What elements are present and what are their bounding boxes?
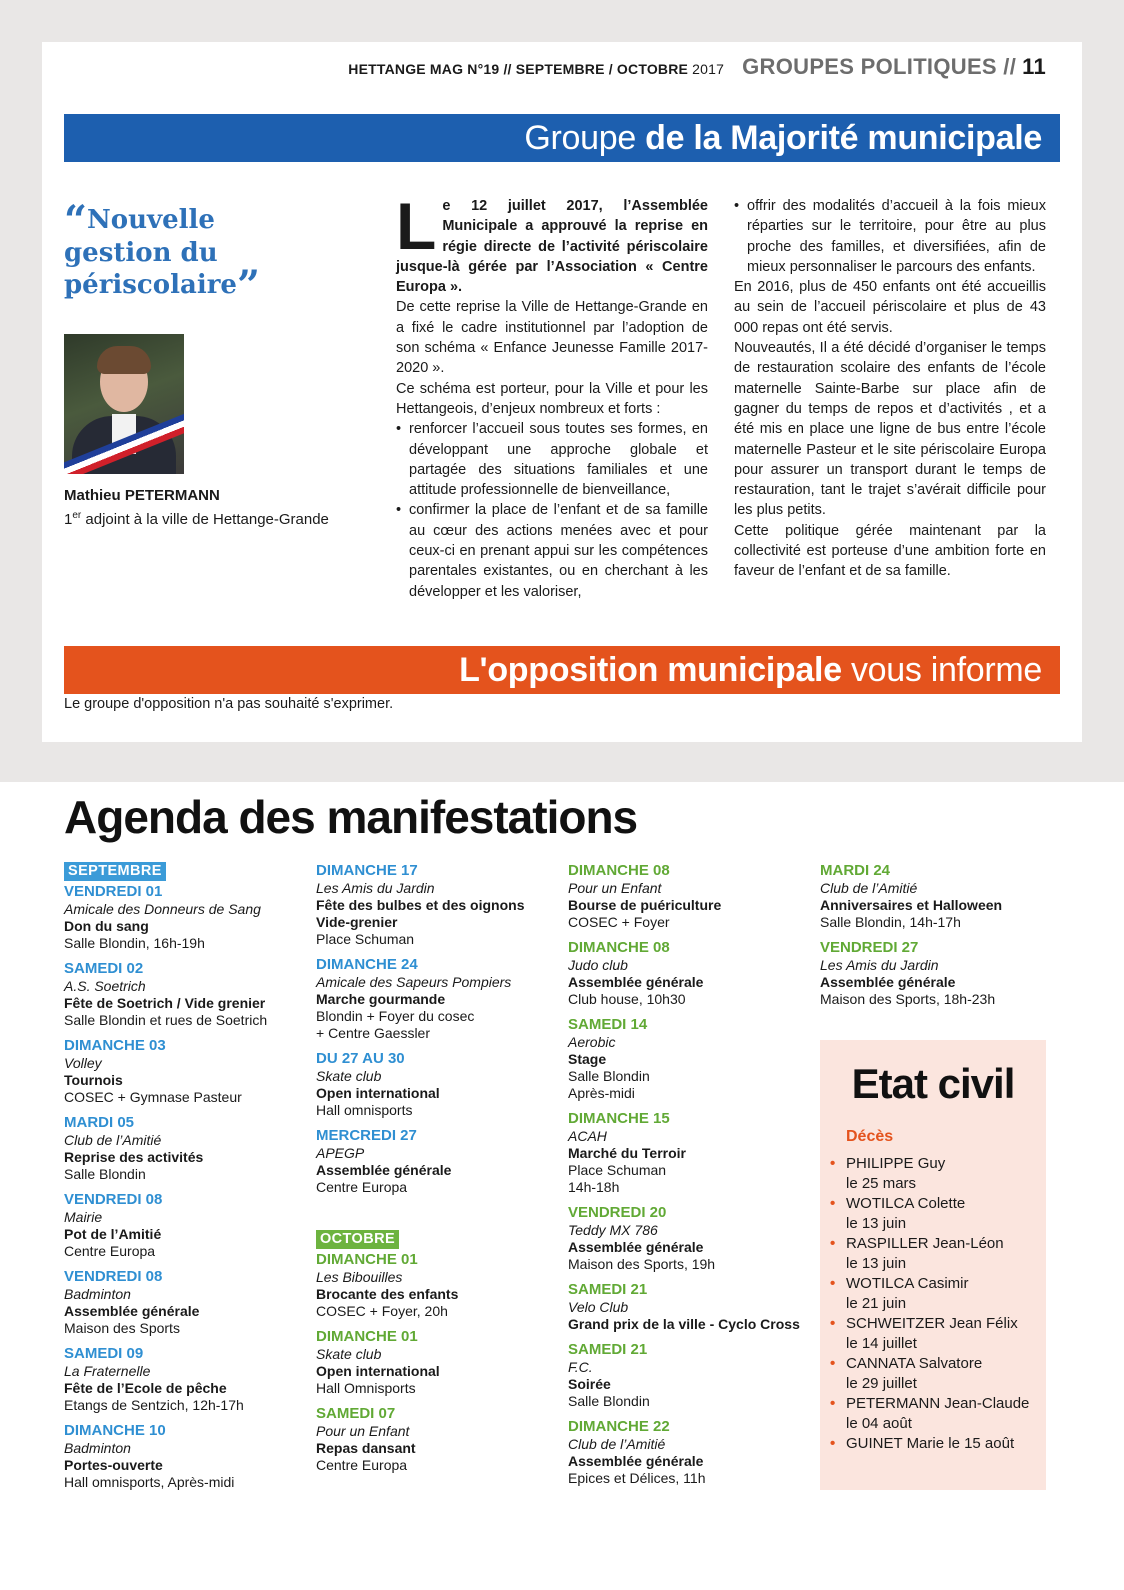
deces-date: le 13 juin — [846, 1214, 907, 1232]
agenda-event — [64, 1114, 304, 1183]
event-organizer: Les Amis du Jardin — [316, 880, 435, 896]
month-label-october: OCTOBRE — [316, 1230, 399, 1249]
event-title: Open international — [316, 1085, 440, 1101]
deces-date: le 13 juin — [846, 1254, 907, 1272]
event-organizer: ACAH — [568, 1128, 607, 1144]
section-tag — [742, 54, 1046, 80]
event-title: Fête de l’Ecole de pêche — [64, 1380, 227, 1396]
author-ordinal: 1 — [64, 511, 73, 528]
opposition-band — [64, 646, 1060, 694]
event-place: COSEC + Foyer — [568, 914, 670, 930]
quote-close-mark: ” — [236, 262, 260, 309]
author-caption — [64, 486, 329, 530]
event-title: Don du sang — [64, 918, 149, 934]
event-list — [64, 883, 304, 1491]
deces-entry — [830, 1154, 1046, 1193]
event-place: Epices et Délices, 11h — [568, 1470, 706, 1486]
etat-civil-title: Etat civil — [851, 1060, 1015, 1107]
deces-name: • PETERMANN Jean-Claude — [846, 1395, 1030, 1412]
agenda-event — [568, 1110, 808, 1196]
quote-open-mark: “ — [64, 197, 88, 244]
deces-entry — [830, 1434, 1046, 1454]
event-place: Blondin + Foyer du cosec — [316, 1008, 475, 1024]
event-organizer: Volley — [64, 1055, 102, 1071]
agenda-event — [568, 1341, 808, 1410]
author-role — [64, 506, 329, 530]
event-organizer: Pour un Enfant — [568, 880, 662, 896]
deces-subtitle: Décès — [846, 1128, 894, 1145]
event-title: Assemblée générale — [316, 1162, 452, 1178]
event-title: Stage — [568, 1051, 607, 1067]
magazine-year: 2017 — [692, 61, 725, 77]
event-date: DU 27 AU 30 — [316, 1050, 405, 1067]
event-title: Open international — [316, 1363, 440, 1379]
magazine-issue: HETTANGE MAG N°19 // SEPTEMBRE / OCTOBRE — [348, 61, 689, 77]
pull-quote — [64, 197, 304, 309]
agenda-event — [64, 1037, 304, 1106]
event-organizer: La Fraternelle — [64, 1363, 151, 1379]
event-place: Hall omnisports — [316, 1102, 413, 1118]
author-name: Mathieu PETERMANN — [64, 487, 220, 504]
event-place: Etangs de Sentzich, 12h-17h — [64, 1397, 244, 1413]
opposition-text: Le groupe d'opposition n'a pas souhaité s'exprimer. — [64, 696, 394, 712]
deces-name: • CANNATA Salvatore — [846, 1355, 983, 1372]
event-title: Assemblée générale — [820, 974, 956, 990]
event-list — [316, 862, 556, 1196]
event-organizer: Les Bibouilles — [316, 1269, 403, 1285]
magazine-info — [348, 61, 724, 77]
event-date: DIMANCHE 01 — [316, 1251, 418, 1268]
event-organizer: Pour un Enfant — [316, 1423, 410, 1439]
agenda-event — [316, 1050, 556, 1119]
event-place: Centre Europa — [64, 1243, 156, 1259]
agenda-event — [316, 862, 556, 948]
event-date: DIMANCHE 22 — [568, 1418, 670, 1435]
agenda-event — [568, 862, 808, 931]
article-column-1 — [396, 189, 708, 602]
agenda-event — [316, 1328, 556, 1397]
event-date: DIMANCHE 08 — [568, 939, 670, 956]
deces-name: • WOTILCA Casimir — [846, 1275, 969, 1292]
event-date: SAMEDI 02 — [64, 960, 144, 977]
event-organizer: A.S. Soetrich — [64, 978, 146, 994]
deces-date: le 04 août — [846, 1414, 912, 1432]
event-title: Tournois — [64, 1072, 123, 1088]
agenda-event — [316, 1251, 556, 1320]
event-date: VENDREDI 27 — [820, 939, 919, 956]
agenda-event — [568, 1204, 808, 1273]
deces-entry — [830, 1354, 1046, 1393]
quote-text: Nouvelle gestion du périscolaire — [64, 205, 237, 300]
deces-date: le 21 juin — [846, 1294, 907, 1312]
event-organizer: Judo club — [568, 957, 628, 973]
event-place: Salle Blondin — [64, 1166, 146, 1182]
event-place: Maison des Sports, 18h-23h — [820, 991, 996, 1007]
opposition-band-light: vous informe — [841, 651, 1042, 689]
event-place: Centre Europa — [316, 1457, 408, 1473]
event-date: DIMANCHE 03 — [64, 1037, 166, 1054]
event-date: MERCREDI 27 — [316, 1127, 417, 1144]
event-date: VENDREDI 01 — [64, 883, 163, 900]
agenda-event — [64, 1345, 304, 1414]
article-paragraph: Ce schéma est porteur, pour la Ville et pour les Hettangeois, d’enjeux nombreux et forts : — [396, 380, 708, 417]
event-date: DIMANCHE 17 — [316, 862, 418, 879]
event-place: Salle Blondin — [568, 1068, 650, 1084]
event-date: DIMANCHE 01 — [316, 1328, 418, 1345]
event-date: SAMEDI 21 — [568, 1341, 648, 1358]
event-place: Salle Blondin, 16h-19h — [64, 935, 205, 951]
section-name: GROUPES POLITIQUES // — [742, 54, 1017, 79]
event-organizer: Velo Club — [568, 1299, 629, 1315]
event-list — [820, 862, 1060, 1008]
event-organizer: Les Amis du Jardin — [820, 957, 939, 973]
event-title: Marche gourmande — [316, 991, 446, 1007]
event-list — [568, 862, 808, 1487]
agenda-event — [568, 939, 808, 1008]
deces-entry — [830, 1314, 1046, 1353]
event-title: Assemblée générale — [568, 974, 704, 990]
deces-entry — [830, 1274, 1046, 1313]
event-organizer: Aerobic — [568, 1034, 616, 1050]
article-bullet: • offrir des modalités d’accueil à la fois mieux réparties sur le territoire, pour être au plus proche des familles, et diversifiées, afin de mieux personnaliser le parcours des enfants. — [734, 196, 1046, 277]
event-title: Portes-ouverte — [64, 1457, 163, 1473]
agenda-column-2 — [316, 862, 556, 1482]
event-place: 14h-18h — [568, 1179, 620, 1195]
agenda-event — [64, 1268, 304, 1337]
event-title: Grand prix de la ville - Cyclo Cross — [568, 1316, 800, 1332]
event-title: Assemblée générale — [568, 1239, 704, 1255]
article-intro: e 12 juillet 2017, l’Assemblée Municipale a approuvé la reprise en régie directe de l’activité périscolaire jusque-là gérée par l’Association « Centre Europa ». — [396, 198, 708, 296]
deces-list — [830, 1154, 1046, 1454]
event-organizer: Teddy MX 786 — [568, 1222, 658, 1238]
opposition-band-bold: L'opposition municipale — [459, 651, 842, 689]
agenda-event — [820, 862, 1060, 931]
event-date: DIMANCHE 08 — [568, 862, 670, 879]
event-organizer: Skate club — [316, 1068, 382, 1084]
majority-band — [64, 114, 1060, 162]
article-bullets — [396, 419, 708, 602]
deces-date: le 29 juillet — [846, 1374, 917, 1392]
deces-date: le 25 mars — [846, 1174, 917, 1192]
event-place: Salle Blondin — [568, 1393, 650, 1409]
event-date: VENDREDI 08 — [64, 1191, 163, 1208]
political-groups-card — [42, 42, 1082, 742]
article-paragraph: Nouveautés, Il a été décidé d’organiser le temps de restauration scolaire des enfants de l’école maternelle Sainte-Barbe sur place afin de gagner du temps de repos et d’activités , et a été mis en place une ligne de bus entre l’école maternelle Pasteur et le site périscolaire Europa pour assurer un transport durant le temps de restauration, tant le trajet s’avérait difficile pour les plus petits. — [734, 340, 1046, 519]
event-title: Brocante des enfants — [316, 1286, 459, 1302]
event-date: DIMANCHE 15 — [568, 1110, 670, 1127]
event-organizer: Amicale des Donneurs de Sang — [64, 901, 261, 917]
event-place: Centre Europa — [316, 1179, 408, 1195]
deces-name: • GUINET Marie le 15 août — [846, 1435, 1015, 1452]
event-title: Vide-grenier — [316, 914, 398, 930]
event-place: Place Schuman — [316, 931, 415, 947]
agenda-event — [568, 1016, 808, 1102]
agenda-event — [64, 1191, 304, 1260]
deces-name: • PHILIPPE Guy — [846, 1155, 946, 1172]
agenda-event — [316, 1127, 556, 1196]
event-title: Marché du Terroir — [568, 1145, 686, 1161]
author-role-text: adjoint à la ville de Hettange-Grande — [81, 511, 329, 528]
event-title: Assemblée générale — [568, 1453, 704, 1469]
author-ordinal-suffix: er — [72, 510, 82, 521]
article-paragraph: De cette reprise la Ville de Hettange-Grande en a fixé le cadre institutionnel par l’adoption de son schéma « Enfance Jeunesse Famille 2017-2020 ». — [396, 299, 708, 377]
event-date: SAMEDI 09 — [64, 1345, 144, 1362]
event-place: Salle Blondin, 14h-17h — [820, 914, 961, 930]
article-bullet: • confirmer la place de l’enfant et de sa famille au cœur des actions menées avec et pour ceux-ci en prenant appui sur les compétences parentales existantes, ou en cherchant à les développer et les valoriser, — [396, 500, 708, 601]
article-paragraph: En 2016, plus de 450 enfants ont été accueillis au sein de l’accueil périscolaire et plus de 43 000 repas ont été servis. — [734, 279, 1046, 336]
agenda-event — [568, 1418, 808, 1487]
event-date: VENDREDI 08 — [64, 1268, 163, 1285]
agenda-column-4 — [820, 862, 1060, 1016]
article-bullets — [734, 196, 1046, 277]
event-place: Hall omnisports, Après-midi — [64, 1474, 235, 1490]
event-organizer: F.C. — [568, 1359, 593, 1375]
event-title: Bourse de puériculture — [568, 897, 722, 913]
agenda-event — [316, 956, 556, 1042]
drop-cap: L — [396, 189, 437, 263]
agenda-title: Agenda des manifestations — [64, 791, 638, 843]
event-organizer: Amicale des Sapeurs Pompiers — [316, 974, 512, 990]
event-title: Assemblée générale — [64, 1303, 200, 1319]
agenda-event — [820, 939, 1060, 1008]
article-bullet: • renforcer l’accueil sous toutes ses formes, en développant une approche globale et partagée des situations familiales et une attitude professionnelle de bienveillance, — [396, 419, 708, 500]
event-date: SAMEDI 21 — [568, 1281, 648, 1298]
majority-band-bold: de la Majorité municipale — [645, 119, 1042, 157]
agenda-event — [64, 883, 304, 952]
event-title: Fête des bulbes et des oignons — [316, 897, 525, 913]
event-date: SAMEDI 07 — [316, 1405, 396, 1422]
month-label-september: SEPTEMBRE — [64, 862, 166, 881]
event-title: Pot de l’Amitié — [64, 1226, 162, 1242]
deces-name: • RASPILLER Jean-Léon — [846, 1235, 1004, 1252]
event-place: COSEC + Foyer, 20h — [316, 1303, 448, 1319]
etat-civil-box — [820, 1040, 1046, 1490]
event-title: Fête de Soetrich / Vide grenier — [64, 995, 266, 1011]
event-organizer: APEGP — [316, 1145, 365, 1161]
event-place: Place Schuman — [568, 1162, 667, 1178]
article-paragraph: Cette politique gérée maintenant par la collectivité est porteuse d’une ambition forte en faveur de l’enfant et de sa famille. — [734, 522, 1046, 580]
photo-hair — [97, 346, 151, 374]
event-organizer: Mairie — [64, 1209, 103, 1225]
deces-name: • WOTILCA Colette — [846, 1195, 966, 1212]
agenda-event — [568, 1281, 808, 1333]
event-list — [316, 1251, 556, 1474]
event-organizer: Club de l’Amitié — [820, 880, 918, 896]
agenda-event — [316, 1405, 556, 1474]
event-organizer: Club de l’Amitié — [64, 1132, 162, 1148]
page-header — [348, 54, 1046, 80]
author-photo — [64, 334, 184, 474]
event-title: Soirée — [568, 1376, 611, 1392]
event-place: + Centre Gaessler — [316, 1025, 430, 1041]
event-date: MARDI 05 — [64, 1114, 135, 1131]
event-place: Après-midi — [568, 1085, 635, 1101]
event-title: Anniversaires et Halloween — [820, 897, 1003, 913]
agenda-column-3 — [568, 862, 808, 1495]
event-place: COSEC + Gymnase Pasteur — [64, 1089, 242, 1105]
event-date: VENDREDI 20 — [568, 1204, 667, 1221]
event-place: Maison des Sports — [64, 1320, 180, 1336]
event-organizer: Badminton — [64, 1440, 131, 1456]
article-column-2 — [734, 196, 1046, 582]
agenda-event — [64, 1422, 304, 1491]
event-date: MARDI 24 — [820, 862, 891, 879]
page-number: 11 — [1022, 54, 1046, 79]
deces-name: • SCHWEITZER Jean Félix — [846, 1315, 1018, 1332]
event-organizer: Club de l’Amitié — [568, 1436, 666, 1452]
event-place: Hall Omnisports — [316, 1380, 416, 1396]
agenda-column-1 — [64, 862, 304, 1499]
event-date: DIMANCHE 24 — [316, 956, 418, 973]
deces-entry — [830, 1394, 1046, 1433]
event-place: Club house, 10h30 — [568, 991, 686, 1007]
event-organizer: Skate club — [316, 1346, 382, 1362]
event-place: Salle Blondin et rues de Soetrich — [64, 1012, 268, 1028]
event-title: Repas dansant — [316, 1440, 416, 1456]
event-date: SAMEDI 14 — [568, 1016, 648, 1033]
majority-band-light: Groupe — [524, 119, 646, 157]
event-place: Maison des Sports, 19h — [568, 1256, 716, 1272]
spacer — [316, 1204, 556, 1230]
deces-date: le 14 juillet — [846, 1334, 917, 1352]
event-organizer: Badminton — [64, 1286, 131, 1302]
agenda-event — [64, 960, 304, 1029]
deces-entry — [830, 1234, 1046, 1273]
event-title: Reprise des activités — [64, 1149, 204, 1165]
event-date: DIMANCHE 10 — [64, 1422, 166, 1439]
deces-entry — [830, 1194, 1046, 1233]
